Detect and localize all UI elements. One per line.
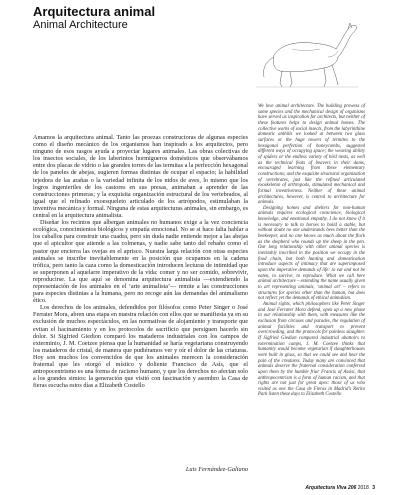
- english-body-text: [258, 104, 365, 398]
- spanish-paragraph: Diseñar los recintos que albergan animales no humanos exige a la vez conciencia ecológica, conocimientos biológicos y empatía emocional. No se si hace falta hablar a los caballos para construir una cuadra, pero sin duda nadie entiende mejor a las abejas que el apicultor que atiende a las colmenas, y nadie sabe tanto del rebaño como el pastor que encierra las ovejas en el aprisco. Nuestra larga relación con otras especies animales se inscribe inevitablemente en la posición que ocupamos en la cadena trófica, pero tanto la caza como la domesticación introducen lecturas de intimidad que se superponen al aquelarre imperativo de la vida: comer y no ser comido, sobrevivir, reproducirse. La que aquí se denomina arquitectura animalista —extendiendo la representación de los animales en el ‘arte animalista’— remite a las construcciones para especies distintas a la humana, pero no recoge aún las demandas del animalismo ético.: [33, 219, 248, 305]
- page-footer: [275, 485, 375, 491]
- article-title: Arquitectura animal: [33, 4, 156, 19]
- spanish-paragraph: Amamos la arquitectura animal. Tanto las proezas constructoras de algunas especies como el diseño mecánico de los organismos han inspirado a los arquitectos, pero ninguno de esos rasgos ayuda a proyectar lugares animales. Las obras colectivas de los insectos sociales, de los laberintos hormigueros domésticos que observábamos entre dos placas de vidrio o las grandes torres de las termitas a la perfección hexagonal de los paneles de abejas, sugieren formas distintas de ocupar el espacio; la habilidad tejedora de las arañas o la variedad infinita de los nidos de aves, lo mismo que los logros ingenieriles de los castores en sus presas, animaban a aprender de las construcciones primeras; y la exquisita organización estructural de los vertebrados, al igual que el refinado exoesqueleto articulado de los artrópodos, estimulaban la inventiva mecánica y formal. Ninguna de estas arquitecturas animales, sin embargo, es central en la arquitectura animalista.: [33, 134, 248, 220]
- horse-sketch-figure: [252, 5, 360, 90]
- article-subtitle: Animal Architecture: [33, 19, 128, 31]
- issue-year: 2018: [357, 485, 369, 491]
- author-signature: Luis Fernández-Galiano: [185, 466, 248, 473]
- page-number: 3: [372, 485, 375, 491]
- english-paragraph: We love animal architecture. The building prowess of some species and the mechanical design of organisms have served as inspiration for architects, but neither of these features helps to design animal homes. The collective works of social insects, from the labyrinthine domestic anthills we looked at between two glass surfaces or the huge towers of termites to the hexagonal perfection of honeycombs, suggested different ways of occupying space; the weaving ability of spiders or the endless variety of bird nests, as well as the technical feats of beavers in their dams, encouraged learning from these elementary constructions; and the exquisite structural organization of vertebrates, just like the refined articulated exoskeleton of arthropods, stimulated mechanical and formal inventiveness. Neither of these animal architectures, however, is central to architecture for animals.: [258, 104, 365, 206]
- magazine-name: Arquitectura Viva 206: [305, 485, 357, 491]
- english-paragraph: Designing homes and shelters for non-human animals requires ecological conscience, biological knowledge, and emotional empathy. I do not know if it is necessary to talk to horses to build a stable, but without doubt no one understands bees better than the beekeeper, and no one knows as much about the flock as the shepherd who rounds up the sheep in the pen. Our long relationship with other animal species is inevitably inscribed in the position we occupy in the food chain, but both hunting and domestication introduce aspects of intimacy that are superimposed upon the imperative demands of life: to eat and not be eaten, to survive, to reproduce. What we call here animal architecture – extending the name usually given to art representing animals, ‘animal art’ – refers to structures for species other than the human, but does not reflect yet the demands of ethical animalism.: [258, 205, 365, 302]
- spanish-body-text: [33, 134, 248, 389]
- title-block: [33, 4, 233, 32]
- english-paragraph: Animal rights, which philosophers like Peter Singer and José Ferrater Mora defend, open up a new phase in our relationship with them, with measures like the exclusion from circuses and parades, the regulation of animal facilities and transport to prevent overcrowding, and the protocols for painless slaughter. If Sigfried Giedion compared industrial abattoirs to extermination camps, J. M. Coetzee thinks that humanity would become vegetarian if slaughterhouses were built in glass, so that we could see and hear the pain of the creatures. Today many are convinced that animals deserve the fraternal consideration conferred upon them by the humble friar Francis of Assisi, that anthropocentrism is a form of human racism, and that rights are not just for great apes: those of us who visited as one the Casa de Fieras in Madrid’s Retiro Park listen these days to Elizabeth Costello: [258, 301, 365, 398]
- horse-sketch-icon: [252, 5, 360, 90]
- spanish-paragraph: Los derechos de los animales, defendidos por filósofos como Peter Singer o José Ferrater Mora, abren una etapa en nuestra relación con ellos que se manifiesta ya en su exclusión de muchos espectáculos, en las normativas de alojamiento y transporte que evitan el hacinamiento y en los protocolos de sacrificio que persiguen hacerlo sin dolor. Si Sigfried Giedion comparó los mataderos industriales con los campos de exterminio, J. M. Coetzee piensa que la humanidad se haría vegetariana construyendo los mataderos de cristal, de manera que pudiéramos ver y oír el dolor de las criaturas. Hoy son muchos los convencidos de que los animales merecen la consideración fraternal que les otorgó el místico y doliente Francisco de Asís, que el antropocentrismo es una forma de racismo humano, y que los derechos no afectan solo a los grandes simios: la generación que visitó con fascinación y asombro la Casa de fieras escucha estos días a Elizabeth Costello: [33, 304, 248, 390]
